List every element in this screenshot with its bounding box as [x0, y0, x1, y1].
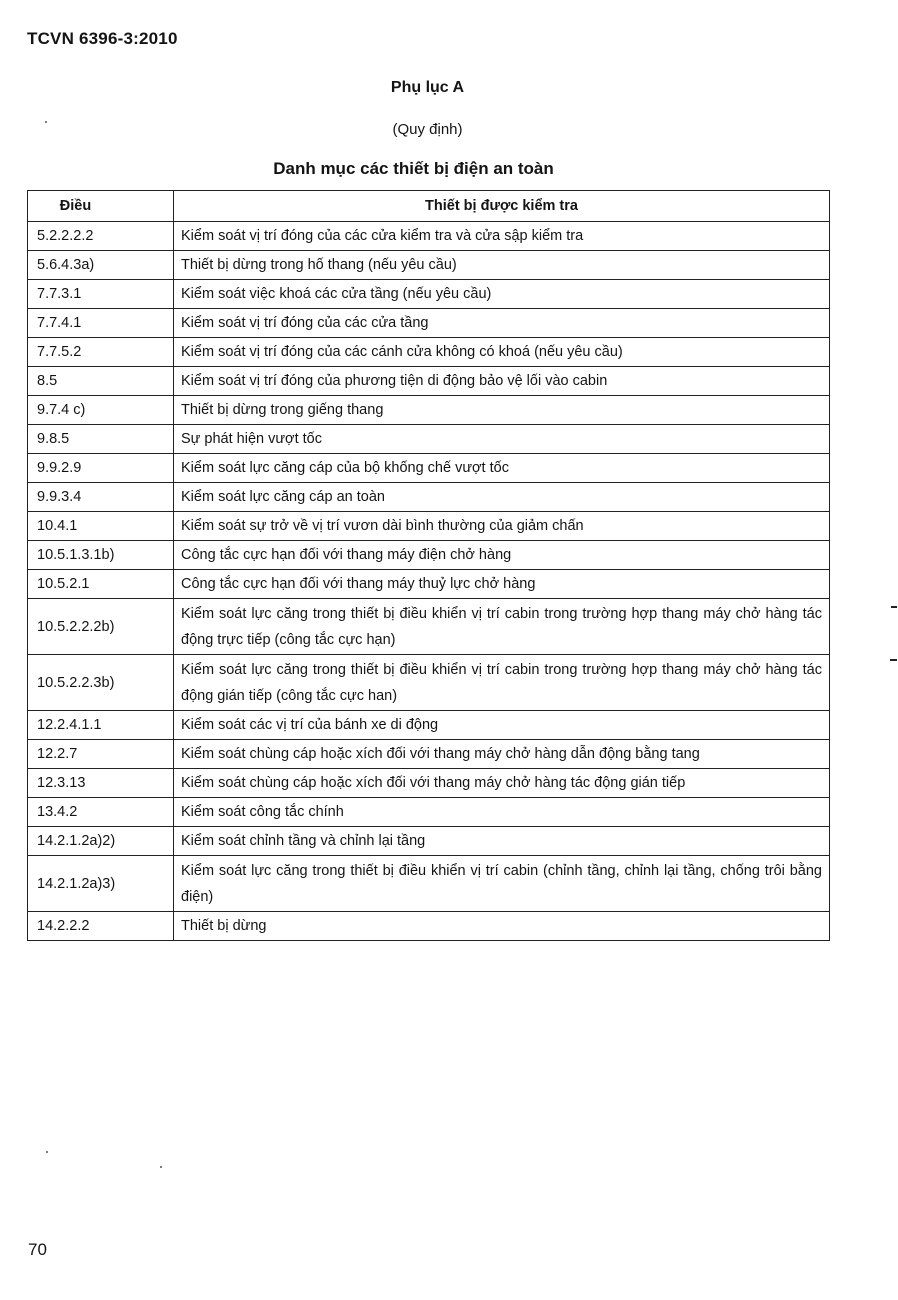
- device-cell: Thiết bị dừng trong giếng thang: [174, 396, 830, 425]
- table-row: [28, 912, 830, 941]
- device-cell: Kiểm soát lực căng trong thiết bị điều khiển vị trí cabin (chỉnh tầng, chỉnh lại tầng, chống trôi bằng điện): [174, 856, 830, 912]
- table-row: [28, 396, 830, 425]
- scan-speck: [45, 121, 47, 123]
- table-row: [28, 570, 830, 599]
- table-row: [28, 222, 830, 251]
- table-row: [28, 280, 830, 309]
- table-row: [28, 798, 830, 827]
- clause-cell: 12.2.7: [28, 740, 174, 769]
- device-cell: Công tắc cực hạn đối với thang máy điện chở hàng: [174, 541, 830, 570]
- annex-subtitle: (Quy định): [392, 121, 463, 138]
- clause-cell: 14.2.2.2: [28, 912, 174, 941]
- clause-cell: 10.5.2.1: [28, 570, 174, 599]
- device-cell: Kiểm soát việc khoá các cửa tầng (nếu yêu cầu): [174, 280, 830, 309]
- device-cell: Kiểm soát sự trở về vị trí vươn dài bình thường của giảm chấn: [174, 512, 830, 541]
- device-cell: Sự phát hiện vượt tốc: [174, 425, 830, 454]
- page-number: 70: [28, 1240, 47, 1259]
- device-cell: Công tắc cực hạn đối với thang máy thuỷ lực chở hàng: [174, 570, 830, 599]
- table-row: [28, 711, 830, 740]
- device-cell: Kiểm soát lực căng trong thiết bị điều khiển vị trí cabin trong trường hợp thang máy chở hàng tác động trực tiếp (công tắc cực hạn): [174, 599, 830, 655]
- scan-speck: [46, 1151, 48, 1153]
- column-header-clause: Điều: [28, 191, 174, 222]
- clause-cell: 13.4.2: [28, 798, 174, 827]
- clause-cell: 10.4.1: [28, 512, 174, 541]
- table-row: [28, 769, 830, 798]
- clause-cell: 9.7.4 c): [28, 396, 174, 425]
- safety-devices-table: [27, 190, 830, 941]
- clause-cell: 5.2.2.2.2: [28, 222, 174, 251]
- device-cell: Kiểm soát chùng cáp hoặc xích đối với thang máy chở hàng dẫn động bằng tang: [174, 740, 830, 769]
- clause-cell: 14.2.1.2a)3): [28, 856, 174, 912]
- clause-cell: 12.3.13: [28, 769, 174, 798]
- table-row: [28, 856, 830, 912]
- scan-mark: [890, 659, 897, 661]
- clause-cell: 10.5.2.2.3b): [28, 655, 174, 711]
- table-row: [28, 367, 830, 396]
- clause-cell: 9.9.2.9: [28, 454, 174, 483]
- clause-cell: 12.2.4.1.1: [28, 711, 174, 740]
- table-row: [28, 454, 830, 483]
- clause-cell: 7.7.5.2: [28, 338, 174, 367]
- table-row: [28, 251, 830, 280]
- device-cell: Kiểm soát chùng cáp hoặc xích đối với thang máy chở hàng tác động gián tiếp: [174, 769, 830, 798]
- clause-cell: 14.2.1.2a)2): [28, 827, 174, 856]
- device-cell: Kiểm soát lực căng cáp của bộ khống chế vượt tốc: [174, 454, 830, 483]
- device-cell: Kiểm soát vị trí đóng của các cửa tầng: [174, 309, 830, 338]
- standard-code: TCVN 6396-3:2010: [27, 29, 178, 48]
- table-row: [28, 338, 830, 367]
- column-header-device: Thiết bị được kiểm tra: [174, 191, 830, 222]
- device-cell: Thiết bị dừng: [174, 912, 830, 941]
- table-row: [28, 740, 830, 769]
- scan-speck: [160, 1166, 162, 1168]
- clause-cell: 5.6.4.3a): [28, 251, 174, 280]
- table-row: [28, 425, 830, 454]
- scan-mark: [891, 606, 897, 608]
- device-cell: Kiểm soát vị trí đóng của các cửa kiểm tra và cửa sập kiểm tra: [174, 222, 830, 251]
- annex-title: Phụ lục A: [390, 79, 465, 96]
- clause-cell: 9.8.5: [28, 425, 174, 454]
- clause-cell: 7.7.4.1: [28, 309, 174, 338]
- device-cell: Kiểm soát chỉnh tầng và chỉnh lại tầng: [174, 827, 830, 856]
- clause-cell: 8.5: [28, 367, 174, 396]
- clause-cell: 7.7.3.1: [28, 280, 174, 309]
- clause-cell: 10.5.1.3.1b): [28, 541, 174, 570]
- table-row: [28, 599, 830, 655]
- clause-cell: 10.5.2.2.2b): [28, 599, 174, 655]
- table-row: [28, 827, 830, 856]
- device-cell: Kiểm soát công tắc chính: [174, 798, 830, 827]
- device-cell: Thiết bị dừng trong hố thang (nếu yêu cầu): [174, 251, 830, 280]
- device-cell: Kiểm soát lực căng cáp an toàn: [174, 483, 830, 512]
- clause-cell: 9.9.3.4: [28, 483, 174, 512]
- device-cell: Kiểm soát các vị trí của bánh xe di động: [174, 711, 830, 740]
- table-row: [28, 309, 830, 338]
- table-row: [28, 655, 830, 711]
- device-cell: Kiểm soát vị trí đóng của các cánh cửa không có khoá (nếu yêu cầu): [174, 338, 830, 367]
- device-cell: Kiểm soát vị trí đóng của phương tiện di động bảo vệ lối vào cabin: [174, 367, 830, 396]
- table-row: [28, 483, 830, 512]
- table-header-row: [28, 191, 830, 222]
- device-cell: Kiểm soát lực căng trong thiết bị điều khiển vị trí cabin trong trường hợp thang máy chở hàng tác động gián tiếp (công tắc cực han): [174, 655, 830, 711]
- table-row: [28, 541, 830, 570]
- list-title: Danh mục các thiết bị điện an toàn: [273, 159, 554, 178]
- table-row: [28, 512, 830, 541]
